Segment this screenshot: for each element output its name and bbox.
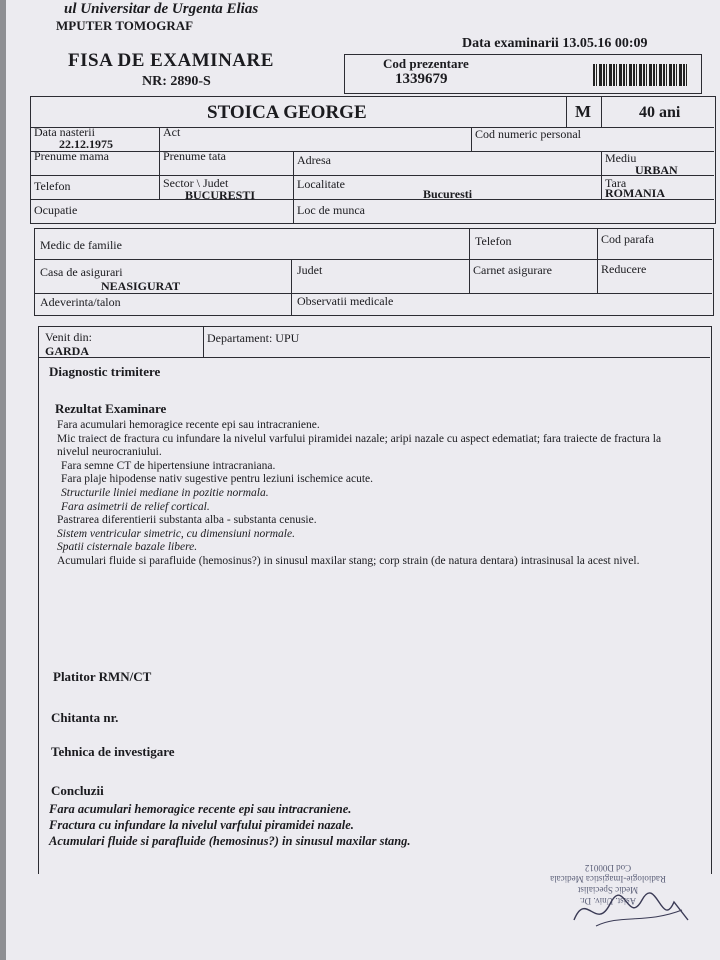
city: Bucuresti: [423, 187, 473, 201]
result-line: nivelul neurocraniului.: [57, 446, 162, 459]
city-label: Localitate: [297, 177, 345, 191]
mother-name-label: Prenume mama: [34, 149, 109, 163]
environment: URBAN: [635, 163, 678, 177]
country-label: Tara: [605, 176, 627, 190]
department: Departament: UPU: [207, 331, 300, 345]
birth-date: 22.12.1975: [59, 137, 113, 151]
exam-form-sheet: [6, 0, 720, 960]
family-doctor-label: Medic de familie: [40, 238, 122, 252]
result-line: Acumulari fluide si parafluide (hemosinus?) in sinusul maxilar stang; corp strain (de natura dentara) intrasinusal la acest nivel.: [57, 554, 640, 567]
result-line: Pastrarea diferentierii substanta alba - substanta cenusie.: [57, 514, 317, 527]
result-line: Structurile liniei mediane in pozitie normala.: [61, 486, 269, 499]
receipt-label: Chitanta nr.: [51, 710, 119, 725]
exam-result-text: [57, 419, 697, 569]
stamp-line: Radiologie-Imagistica Medicala: [550, 874, 666, 884]
address-label: Adresa: [297, 153, 331, 167]
patient-name: STOICA GEORGE: [207, 102, 367, 123]
insurance-county-label: Judet: [297, 263, 323, 277]
form-number: NR: 2890-S: [142, 74, 211, 89]
conclusion-line: Acumulari fluide si parafluide (hemosinus?) in sinusul maxilar stang.: [49, 834, 411, 848]
conclusions-heading: Concluzii: [51, 783, 104, 798]
cnp-label: Cod numeric personal: [475, 127, 581, 141]
birth-date-label: Data nasterii: [34, 125, 95, 139]
referred-from-label: Venit din:: [45, 330, 92, 344]
barcode-icon: [593, 64, 689, 86]
discount-label: Reducere: [601, 262, 647, 276]
result-line: Fara asimetrii de relief cortical.: [61, 500, 210, 513]
conclusion-line: Fractura cu infundare la nivelul varfului piramidei nazale.: [49, 818, 354, 832]
patient-age: 40 ani: [639, 104, 681, 121]
environment-label: Mediu: [605, 151, 637, 165]
patient-info-table: [30, 96, 716, 224]
department-name: MPUTER TOMOGRAF: [56, 18, 194, 33]
voucher-label: Adeverinta/talon: [40, 295, 121, 309]
result-line: Spatii cisternale bazale libere.: [57, 541, 198, 554]
presentation-code-label: Cod prezentare: [383, 56, 469, 71]
patient-sex: M: [575, 102, 592, 121]
phone-label: Telefon: [34, 179, 71, 193]
institution-name: ul Universitar de Urgenta Elias: [64, 1, 259, 17]
conclusion-line: Fara acumulari hemoragice recente epi sau intracraniene.: [49, 802, 352, 816]
result-heading: Rezultat Examinare: [55, 401, 167, 416]
county: BUCURESTI: [185, 188, 256, 202]
doctor-phone-label: Telefon: [475, 234, 512, 248]
workplace-label: Loc de munca: [297, 203, 365, 217]
id-document-label: Act: [163, 125, 181, 139]
result-line: Mic traiect de fractura cu infundare la nivelul varfului piramidei nazale; aripi nazale cu aspect edematiat; fara traiecte de fractura la: [57, 432, 662, 445]
seal-code-label: Cod parafa: [601, 232, 654, 246]
form-title: FISA DE EXAMINARE: [68, 50, 274, 71]
presentation-code-box: [344, 54, 702, 94]
occupation-label: Ocupatie: [34, 203, 78, 217]
result-line: Fara semne CT de hipertensiune intracraniana.: [61, 459, 276, 472]
result-line: Sistem ventricular simetric, cu dimensiuni normale.: [57, 527, 295, 540]
diagnosis-heading: Diagnostic trimitere: [49, 364, 161, 379]
conclusions-text: [49, 801, 569, 849]
country: ROMANIA: [605, 186, 665, 200]
insurance-info-table: [34, 228, 714, 316]
signature-icon: [566, 880, 696, 940]
referred-from: GARDA: [45, 344, 89, 358]
insurer: NEASIGURAT: [101, 279, 181, 293]
examination-section: [38, 326, 712, 874]
father-name-label: Prenume tata: [163, 149, 226, 163]
exam-date: Data examinarii 13.05.16 00:09: [462, 36, 648, 51]
county-label: Sector \ Judet: [163, 176, 229, 190]
stamp-line: Asist. Univ. Dr.: [579, 896, 637, 906]
result-line: Fara acumulari hemoragice recente epi sau intracraniene.: [57, 419, 320, 431]
insurer-label: Casa de asigurari: [40, 265, 123, 279]
result-line: Fara plaje hipodense nativ sugestive pentru leziuni ischemice acute.: [61, 473, 373, 486]
medical-notes-label: Observatii medicale: [297, 294, 394, 308]
technique-label: Tehnica de investigare: [51, 744, 175, 759]
insurance-card-label: Carnet asigurare: [473, 263, 552, 277]
stamp-line: Medic Specialist: [577, 885, 639, 895]
presentation-code: 1339679: [395, 71, 448, 87]
stamp-line: Cod D00012: [584, 863, 632, 873]
payer-label: Platitor RMN/CT: [53, 669, 152, 684]
